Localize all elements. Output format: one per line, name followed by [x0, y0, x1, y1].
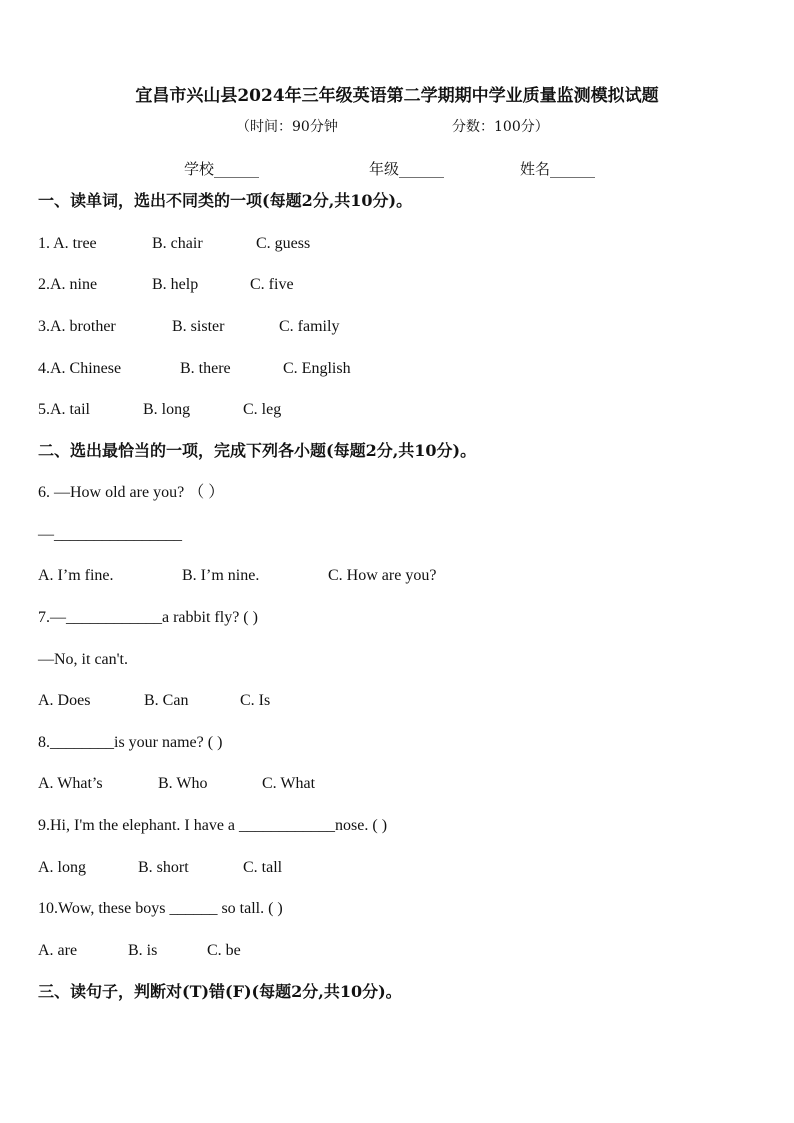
- q2-option-a: 2.A. nine: [38, 276, 98, 293]
- q7-option-b: B. Can: [144, 692, 189, 709]
- q5-option-c: C. leg: [243, 401, 282, 418]
- q6-option-c: C. How are you?: [328, 567, 437, 584]
- section-3-heading: 三、读句子，判断对(T)错(F)(每题2分,共10分)。: [38, 982, 402, 1001]
- q7-option-a: A. Does: [38, 692, 91, 709]
- q8-stem: 8.________is your name? ( ): [38, 734, 223, 751]
- q5-option-b: B. long: [143, 401, 191, 418]
- exam-score: 分数：100分）: [452, 119, 549, 135]
- q6-answer-blank: —________________: [38, 526, 182, 543]
- school-field: 学校______: [184, 160, 260, 178]
- q8-option-c: C. What: [262, 775, 316, 792]
- q9-option-a: A. long: [38, 859, 86, 876]
- q6-option-a: A. I’m fine.: [38, 567, 114, 584]
- q5-option-a: 5.A. tail: [38, 401, 90, 418]
- q3-option-c: C. family: [279, 318, 340, 335]
- q2-option-c: C. five: [250, 276, 294, 293]
- q4-option-c: C. English: [283, 360, 351, 377]
- q8-option-a: A. What’s: [38, 775, 103, 792]
- q10-option-b: B. is: [128, 942, 158, 959]
- q10-option-a: A. are: [38, 942, 78, 959]
- section-2-heading: 二、选出最恰当的一项，完成下列各小题(每题2分,共10分)。: [38, 441, 477, 460]
- q7-option-c: C. Is: [240, 692, 271, 709]
- q4-option-b: B. there: [180, 360, 231, 377]
- q1-option-a: 1. A. tree: [38, 235, 97, 252]
- q9-stem: 9.Hi, I'm the elephant. I have a ____________nose. ( ): [38, 817, 388, 834]
- grade-field: 年级______: [369, 160, 445, 178]
- q3-option-a: 3.A. brother: [38, 318, 116, 335]
- exam-time: （时间：90分钟: [236, 119, 338, 135]
- q1-option-c: C. guess: [256, 235, 311, 252]
- name-field: 姓名______: [520, 160, 596, 178]
- q9-option-c: C. tall: [243, 859, 283, 876]
- exam-title: 宜昌市兴山县2024年三年级英语第二学期期中学业质量监测模拟试题: [135, 86, 659, 106]
- section-1-heading: 一、读单词，选出不同类的一项(每题2分,共10分)。: [38, 191, 413, 210]
- q2-option-b: B. help: [152, 276, 199, 293]
- q7-stem: 7.—____________a rabbit fly? ( ): [38, 609, 258, 626]
- q10-option-c: C. be: [207, 942, 241, 959]
- q9-option-b: B. short: [138, 859, 189, 876]
- q1-option-b: B. chair: [152, 235, 203, 252]
- q3-option-b: B. sister: [172, 318, 225, 335]
- q7-answer: —No, it can't.: [38, 651, 128, 668]
- q8-option-b: B. Who: [158, 775, 208, 792]
- q10-stem: 10.Wow, these boys ______ so tall. ( ): [38, 900, 283, 917]
- q6-option-b: B. I’m nine.: [182, 567, 260, 584]
- q6-stem: 6. —How old are you? （ ）: [38, 484, 225, 501]
- question-1: [38, 234, 97, 254]
- q4-option-a: 4.A. Chinese: [38, 360, 122, 377]
